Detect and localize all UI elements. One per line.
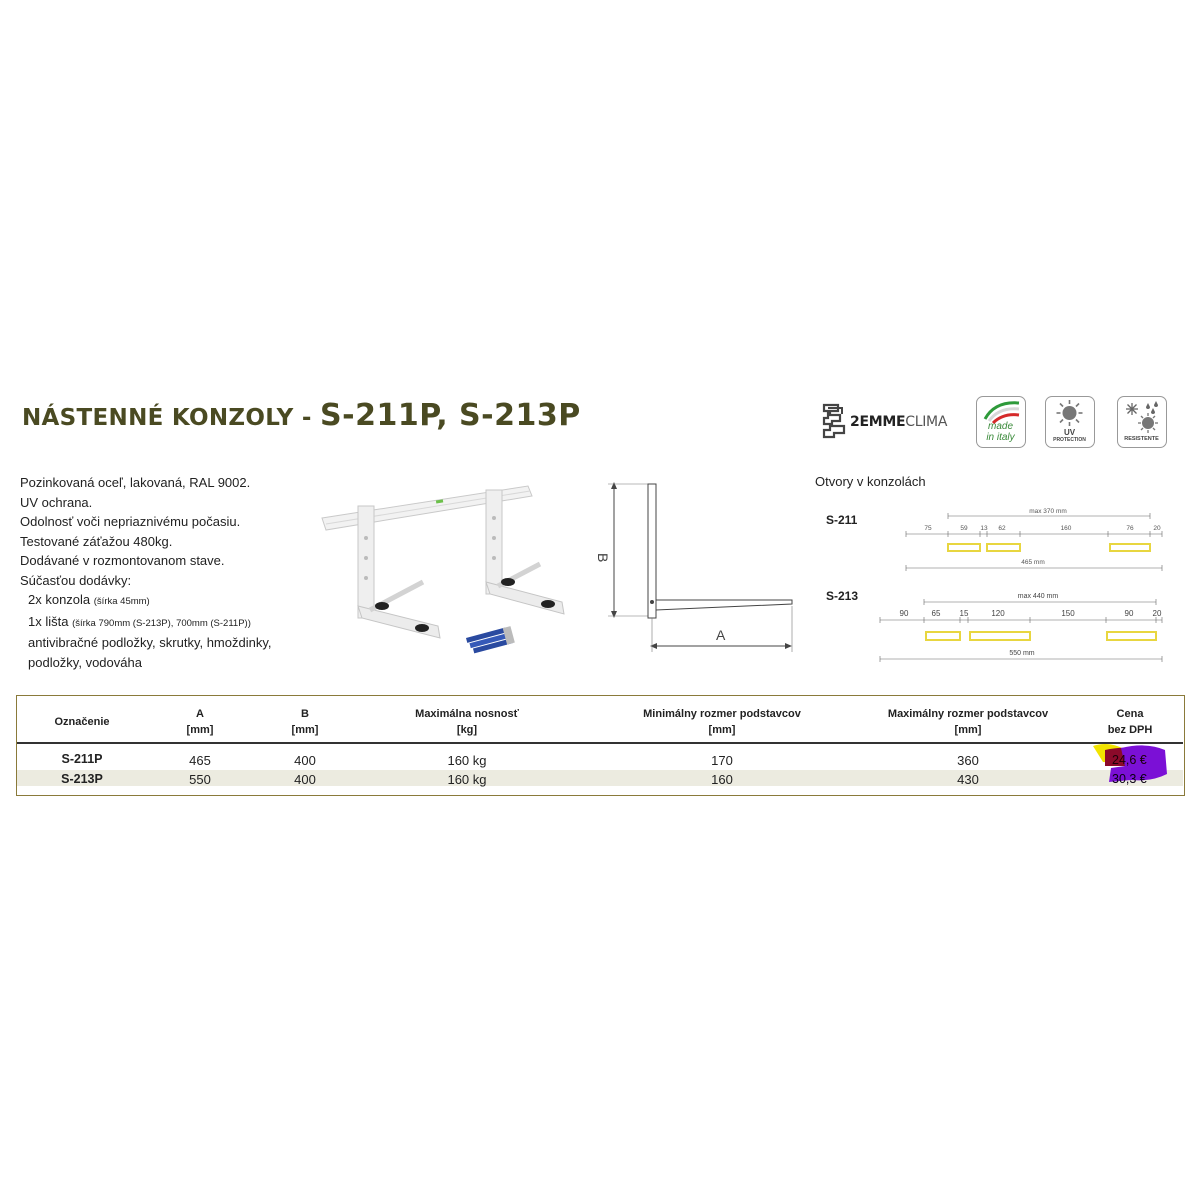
logo-text-light: CLIMA (905, 414, 948, 430)
row-s213p-max: 430 (957, 772, 979, 787)
protection-label: PROTECTION (1053, 437, 1086, 443)
logo-text-bold: 2EMME (850, 414, 906, 430)
s211-seg-dimension: 20 (1153, 525, 1161, 532)
s211-max-dimension: max 370 mm (1029, 508, 1067, 515)
header-price: Cena bez DPH (1107, 708, 1153, 736)
row-s213p-price: 30,3 € (1112, 772, 1147, 786)
label-b: B (595, 553, 611, 563)
desc-line: Súčasťou dodávky: (20, 572, 132, 588)
header-max-load: Maximálna nosnosť [kg] (415, 708, 519, 736)
s213-seg-dimension: 90 (1124, 609, 1134, 618)
brand-logo-mark-icon (820, 402, 848, 440)
row-s211p-a: 465 (189, 753, 211, 768)
uv-label: UV (1063, 428, 1076, 437)
s211-seg-dimension: 75 (924, 525, 932, 532)
product-description (20, 473, 272, 672)
weather-icon (1118, 398, 1165, 434)
row-s213p-b: 400 (294, 772, 316, 787)
desc-line: Odolnosť voči nepriaznivému počasiu. (20, 514, 241, 529)
row-s213p-load: 160 kg (447, 772, 487, 787)
s213-seg-dimension: 20 (1152, 609, 1162, 618)
header-min-base: Minimálny rozmer podstavcov [mm] (643, 708, 801, 736)
desc-line: Testované záťažou 480kg. (20, 533, 173, 549)
s211-seg-dimension: 62 (998, 525, 1006, 532)
title-prefix: NÁSTENNÉ KONZOLY - (22, 405, 321, 431)
s213-seg-dimension: 90 (899, 609, 909, 618)
title-models: S-211P, S-213P (320, 398, 581, 433)
row-s211p-min: 170 (711, 753, 733, 768)
row-s211p-price: 24,6 € (1112, 753, 1147, 767)
desc-line: Pozinkovaná oceľ, lakovaná, RAL 9002. (20, 475, 251, 490)
row-s213p-model: S-213P (61, 772, 103, 786)
weather-resistant-badge (1117, 396, 1167, 448)
s213-total-dimension: 550 mm (1009, 650, 1035, 657)
uv-protection-badge (1045, 396, 1095, 448)
brand-logo (820, 402, 960, 442)
s211-total-dimension: 465 mm (1021, 559, 1045, 566)
s213-max-dimension: max 440 mm (1017, 593, 1059, 600)
header-a: A [mm] (186, 708, 214, 736)
s213-seg-dimension: 120 (991, 609, 1005, 618)
product-image (318, 478, 578, 663)
desc-line: Dodávané v rozmontovanom stave. (20, 553, 225, 568)
s213-label: S-213 (826, 589, 859, 603)
delivery-item: antivibračné podložky, skrutky, hmoždinky, (28, 635, 272, 650)
delivery-item: 2x konzola (šírka 45mm) (28, 592, 150, 607)
s211-seg-dimension: 13 (980, 525, 988, 532)
s213-seg-dimension: 15 (959, 609, 969, 618)
label-a: A (716, 627, 726, 643)
sun-icon (1046, 398, 1093, 428)
header-oznacenie: Označenie (54, 716, 110, 728)
holes-title: Otvory v konzolách (815, 474, 926, 489)
page-title (22, 398, 581, 433)
row-s211p-max: 360 (957, 753, 979, 768)
s211-label: S-211 (826, 513, 858, 527)
s211-seg-dimension: 59 (960, 525, 968, 532)
s211-seg-dimension: 76 (1126, 525, 1134, 532)
row-s211p-model: S-211P (61, 752, 103, 766)
s213-seg-dimension: 150 (1061, 609, 1075, 618)
row-s211p-load: 160 kg (447, 753, 487, 768)
holes-diagram-s211 (900, 502, 1170, 574)
dimension-diagram (590, 478, 800, 658)
delivery-item: 1x lišta (šírka 790mm (S-213P), 700mm (S-211P)) (28, 613, 251, 629)
desc-line: UV ochrana. (20, 494, 93, 510)
delivery-item: podložky, vodováha (28, 654, 142, 670)
row-s213p-min: 160 (711, 772, 733, 787)
holes-diagram-s213 (876, 588, 1170, 664)
header-b: B [mm] (291, 708, 319, 736)
row-s211p-b: 400 (294, 753, 316, 768)
made-in-italy-text: made in italy (986, 421, 1015, 443)
resistente-label: RESISTENTE (1124, 436, 1159, 442)
row-s213p-a: 550 (189, 772, 211, 787)
header-divider (17, 742, 1183, 744)
product-table (16, 695, 1185, 796)
made-in-italy-badge (976, 396, 1026, 448)
s213-seg-dimension: 65 (931, 609, 941, 618)
s211-seg-dimension: 160 (1060, 525, 1072, 532)
header-max-base: Maximálny rozmer podstavcov [mm] (887, 708, 1049, 736)
